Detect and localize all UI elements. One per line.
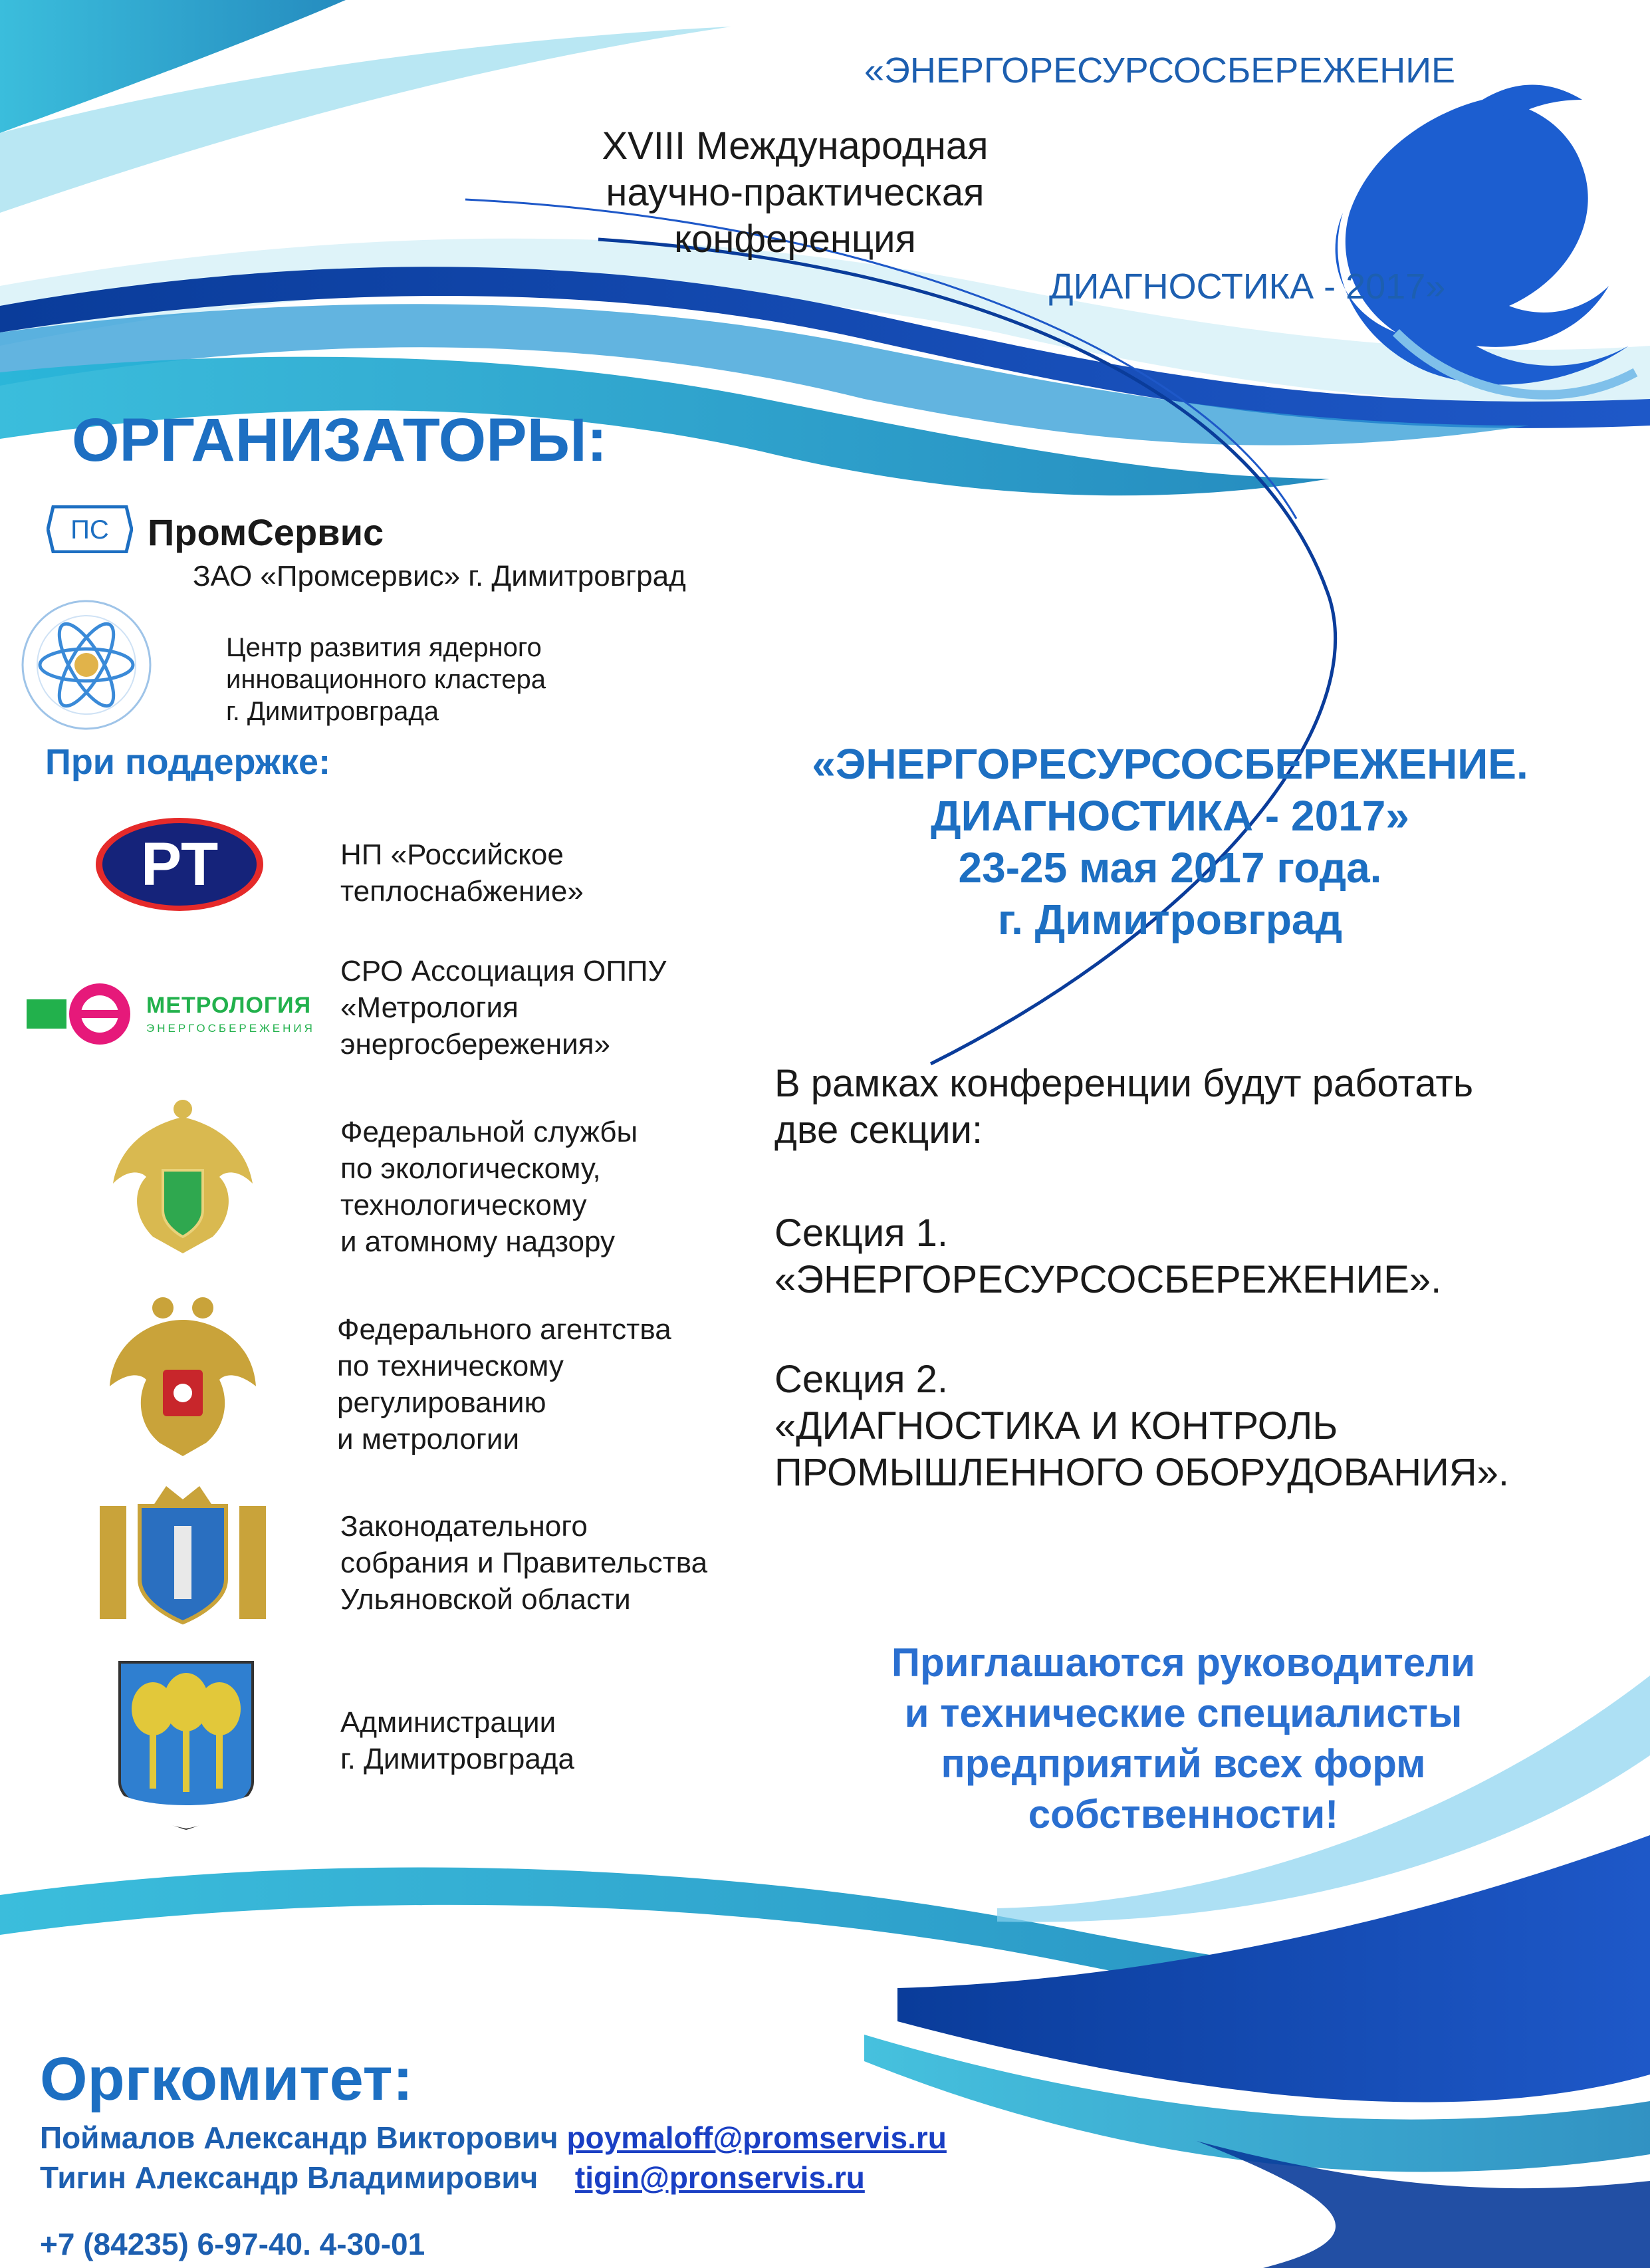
organizers-heading: ОРГАНИЗАТОРЫ: bbox=[72, 406, 608, 474]
sections-intro bbox=[774, 1061, 1473, 1154]
contact-email-link[interactable]: tigin@pronservis.ru bbox=[574, 2160, 865, 2195]
dimitrovgrad-arms-icon bbox=[113, 1656, 259, 1835]
metrology-me-icon bbox=[27, 981, 140, 1047]
brand-bottom-text: ДИАГНОСТИКА - 2017» bbox=[1049, 267, 1446, 307]
center-line: инновационного кластера bbox=[226, 665, 546, 694]
support-line: Ульяновской области bbox=[340, 1583, 631, 1616]
support-line: Федеральной службы bbox=[340, 1116, 638, 1148]
ulyanovsk-coat-of-arms bbox=[93, 1479, 273, 1626]
nuclear-cluster-logo bbox=[20, 598, 153, 731]
support-rosstandart-text bbox=[337, 1311, 671, 1457]
center-line: г. Димитровграда bbox=[226, 697, 439, 726]
metrology-logo-text: МЕТРОЛОГИЯ bbox=[146, 993, 312, 1018]
title-line: ДИАГНОСТИКА - 2017» bbox=[931, 792, 1409, 840]
svg-text:ПС: ПС bbox=[70, 515, 109, 545]
support-line: и метрологии bbox=[337, 1423, 520, 1455]
metrology-logo-sub: ЭНЕРГОСБЕРЕЖЕНИЯ bbox=[146, 1022, 315, 1035]
section-2 bbox=[774, 1356, 1509, 1496]
intro-line: В рамках конференции будут работать bbox=[774, 1062, 1474, 1105]
eagle-emblem-icon bbox=[100, 1097, 266, 1263]
double-eagle-icon bbox=[100, 1293, 266, 1459]
center-line: Центр развития ядерного bbox=[226, 633, 542, 662]
contact-email-link[interactable]: poymaloff@promservis.ru bbox=[566, 2120, 947, 2155]
invite-line: и технические специалисты bbox=[904, 1691, 1463, 1735]
support-line: и атомному надзору bbox=[340, 1225, 615, 1258]
title-line: «ЭНЕРГОРЕСУРСОСБЕРЕЖЕНИЕ. bbox=[812, 740, 1528, 788]
support-metrology-text bbox=[340, 953, 666, 1063]
invite-line: предприятий всех форм bbox=[941, 1741, 1426, 1786]
promservis-badge-icon bbox=[47, 505, 133, 553]
rt-logo bbox=[93, 815, 266, 914]
support-line: Администрации bbox=[340, 1706, 556, 1739]
promservis-name: ЗАО «Промсервис» г. Димитровград bbox=[193, 560, 686, 592]
ulyanovsk-arms-icon bbox=[93, 1479, 273, 1626]
support-line: СРО Ассоциация ОППУ bbox=[340, 955, 667, 987]
support-line: по техническому bbox=[337, 1350, 564, 1382]
support-rostechnadzor-text bbox=[340, 1114, 638, 1260]
conference-subtitle bbox=[542, 123, 1048, 263]
main-title bbox=[738, 738, 1602, 945]
promservis-logo bbox=[47, 505, 133, 553]
contact-row bbox=[40, 2158, 865, 2198]
section-line: Секция 1. bbox=[774, 1211, 949, 1255]
conference-line: XVIII Международная bbox=[602, 124, 989, 168]
dimitrovgrad-coat-of-arms bbox=[113, 1656, 259, 1835]
title-line: 23-25 мая 2017 года. bbox=[958, 844, 1382, 892]
orgcommittee-heading: Оргкомитет: bbox=[40, 2045, 413, 2113]
promservis-logo-text: ПромСервис bbox=[148, 511, 384, 553]
support-heading: При поддержке: bbox=[45, 742, 331, 782]
support-line: НП «Российское bbox=[340, 838, 564, 871]
russia-coat-of-arms bbox=[100, 1293, 266, 1459]
brand-top-text: «ЭНЕРГОРЕСУРСОСБЕРЕЖЕНИЕ bbox=[864, 51, 1456, 90]
support-line: г. Димитровграда bbox=[340, 1743, 574, 1775]
invitation-text bbox=[818, 1638, 1549, 1840]
rt-logo-icon bbox=[93, 815, 266, 914]
support-line: «Метрология bbox=[340, 991, 519, 1024]
section-1 bbox=[774, 1210, 1441, 1303]
support-dimitrovgrad-text bbox=[340, 1704, 574, 1777]
support-ulyanovsk-text bbox=[340, 1508, 707, 1618]
phone-number: +7 (84235) 6-97-40. 4-30-01 bbox=[40, 2227, 425, 2261]
support-line: энергосбережения» bbox=[340, 1028, 610, 1061]
support-line: Федерального агентства bbox=[337, 1313, 671, 1346]
conference-line: научно-практическая bbox=[606, 171, 985, 214]
section-line: ПРОМЫШЛЕННОГО ОБОРУДОВАНИЯ». bbox=[774, 1451, 1510, 1494]
intro-line: две секции: bbox=[774, 1108, 983, 1152]
nuclear-cluster-name bbox=[226, 632, 546, 727]
support-line: регулированию bbox=[337, 1386, 546, 1419]
section-line: «ЭНЕРГОРЕСУРСОСБЕРЕЖЕНИЕ». bbox=[774, 1258, 1442, 1301]
support-line: Законодательного bbox=[340, 1510, 588, 1543]
support-line: собрания и Правительства bbox=[340, 1547, 708, 1579]
contact-name: Поймалов Александр Викторович bbox=[40, 2120, 558, 2155]
contact-row bbox=[40, 2118, 947, 2158]
section-line: Секция 2. bbox=[774, 1358, 949, 1401]
support-line: по экологическому, bbox=[340, 1152, 601, 1185]
conference-line: конференция bbox=[674, 217, 916, 261]
section-line: «ДИАГНОСТИКА И КОНТРОЛЬ bbox=[774, 1404, 1338, 1448]
support-line: технологическому bbox=[340, 1189, 587, 1221]
support-line: теплоснабжение» bbox=[340, 875, 584, 908]
svg-text:РТ: РТ bbox=[140, 830, 219, 898]
metrology-logo bbox=[27, 981, 332, 1047]
title-line: г. Димитровград bbox=[997, 896, 1343, 944]
atom-emblem-icon bbox=[20, 598, 153, 731]
support-rt-text bbox=[340, 836, 584, 910]
contact-name: Тигин Александр Владимирович bbox=[40, 2160, 538, 2195]
rostechnadzor-emblem bbox=[100, 1097, 266, 1263]
invite-line: собственности! bbox=[1028, 1792, 1339, 1836]
invite-line: Приглашаются руководители bbox=[891, 1640, 1476, 1685]
